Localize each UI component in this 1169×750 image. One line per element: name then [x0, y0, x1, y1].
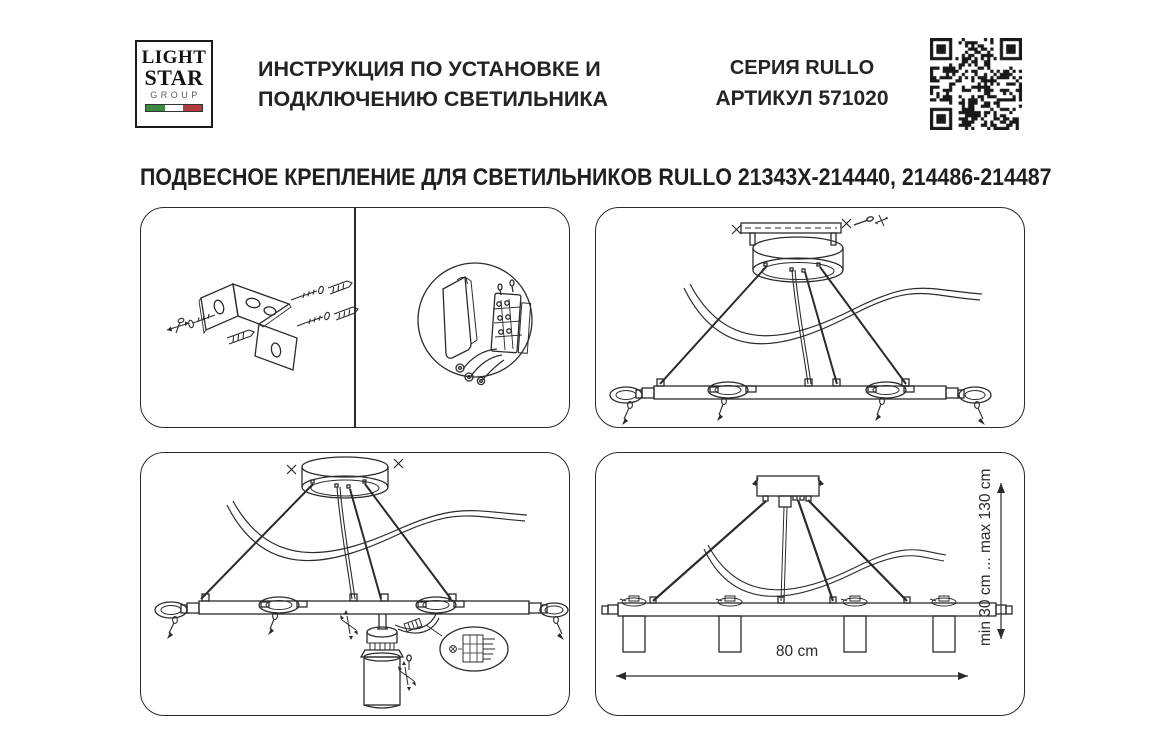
- fixture-bar: [155, 594, 568, 618]
- panel-5-drawing: [596, 453, 1026, 717]
- ceiling-mount-bar: [732, 215, 888, 245]
- connector-detail-bubble: [426, 625, 508, 671]
- panel-1-2-drawing: [141, 208, 571, 429]
- power-wire: [684, 284, 982, 344]
- canopy: [753, 237, 843, 282]
- subtitle: ПОДВЕСНОЕ КРЕПЛЕНИЕ ДЛЯ СВЕТИЛЬНИКОВ RULLO 21343X-214440, 214486-214487: [140, 164, 1052, 191]
- logo-light: LIGHT: [141, 47, 207, 68]
- hanging-screws: [622, 398, 985, 425]
- width-dimension: [616, 672, 968, 680]
- panel-5-box: [595, 452, 1025, 716]
- suspension-cables: [653, 500, 907, 601]
- panel-divider: [354, 208, 356, 427]
- flag-green: [146, 105, 165, 111]
- height-dimension: [997, 483, 1005, 639]
- panel-4-box: [140, 452, 570, 716]
- wire-to-socket: [395, 614, 439, 633]
- ceiling-box: [752, 476, 824, 507]
- italian-flag-stripe: [145, 104, 203, 112]
- flag-white: [165, 105, 184, 111]
- cover-plate: [443, 277, 477, 358]
- suspension-cables: [201, 484, 451, 599]
- wiring-detail-circle: [418, 263, 532, 385]
- height-dimension-label: min 30 cm ... max 130 cm: [977, 468, 994, 646]
- panel-3-box: [595, 207, 1025, 428]
- panel-4-drawing: [141, 453, 571, 717]
- article-label: АРТИКУЛ 571020: [715, 87, 889, 110]
- bracket-screws: [167, 281, 358, 344]
- power-wire: [227, 501, 527, 561]
- fixture-bar: [610, 379, 991, 403]
- fixture-bar: [602, 596, 1012, 616]
- series-label: СЕРИЯ RULLO: [729, 57, 875, 79]
- logo-star: STAR: [144, 65, 204, 90]
- lightstar-logo: [135, 40, 213, 128]
- wires: [456, 349, 504, 385]
- power-wire: [704, 545, 946, 596]
- flag-red: [183, 105, 202, 111]
- title-line-1: ИНСТРУКЦИЯ ПО УСТАНОВКЕ И: [258, 57, 601, 81]
- mounting-bracket: [199, 284, 297, 370]
- qr-code: [930, 38, 1022, 130]
- logo-group: GROUP: [150, 90, 201, 100]
- hanging-screws: [167, 613, 564, 640]
- series-article-block: [688, 57, 916, 111]
- title-line-2: ПОДКЛЮЧЕНИЮ СВЕТИЛЬНИКА: [258, 87, 609, 111]
- panel-3-drawing: [596, 208, 1026, 429]
- page-title: [258, 54, 608, 114]
- width-dimension-label: 80 cm: [775, 643, 819, 660]
- suspension-cables: [660, 267, 906, 384]
